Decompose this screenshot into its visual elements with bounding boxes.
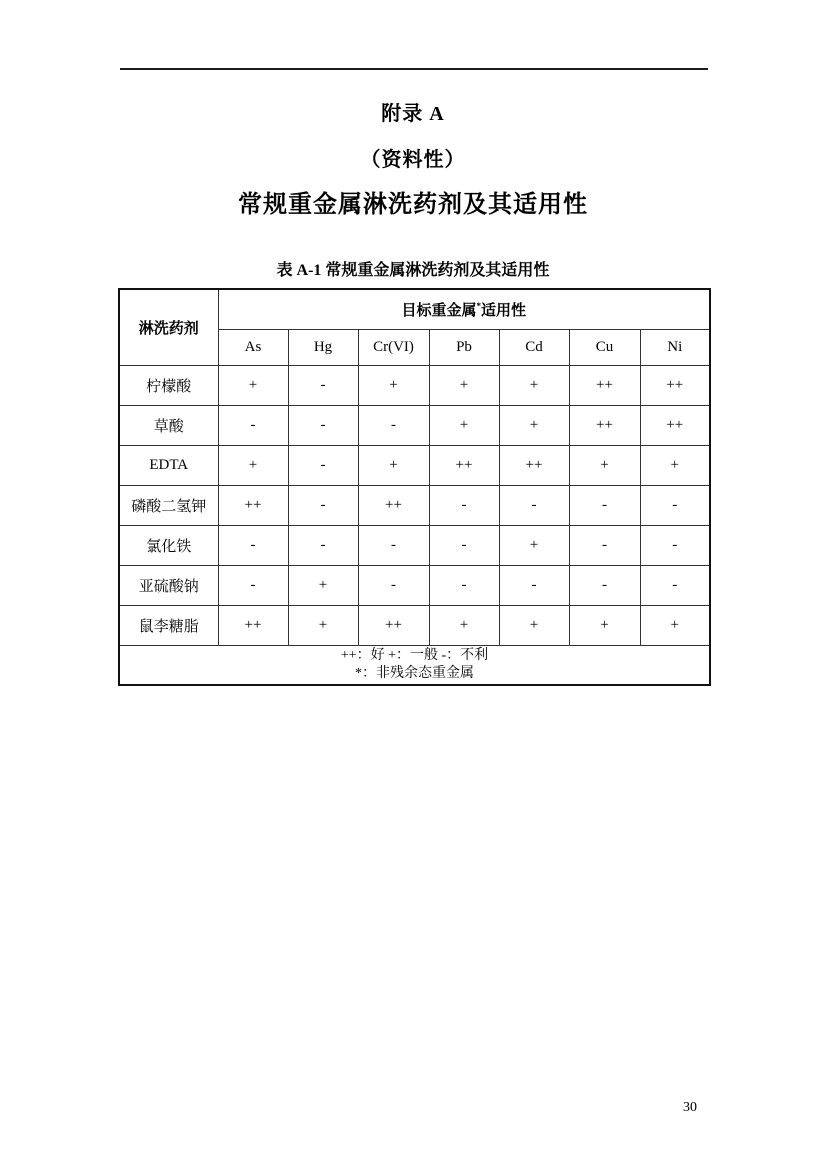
cell-value: - <box>288 405 358 445</box>
cell-value: ++ <box>358 485 429 525</box>
cell-value: + <box>429 605 499 645</box>
table-row <box>119 525 710 565</box>
cell-value: + <box>499 525 569 565</box>
table-row <box>119 485 710 525</box>
appendix-heading: 附录 A <box>381 103 445 125</box>
cell-value: + <box>569 605 640 645</box>
cell-value: ++ <box>218 485 288 525</box>
cell-value: + <box>429 365 499 405</box>
cell-value: - <box>358 405 429 445</box>
cell-value: - <box>288 445 358 485</box>
span-header-text: 目标重金属 <box>401 302 477 319</box>
table-row <box>119 605 710 645</box>
agent-name: 亚硫酸钠 <box>119 565 218 605</box>
table-caption: 表 A-1 常规重金属淋洗药剂及其适用性 <box>276 262 550 279</box>
agent-name: EDTA <box>119 445 218 485</box>
cell-value: - <box>358 525 429 565</box>
cell-value: - <box>499 485 569 525</box>
cell-value: - <box>288 485 358 525</box>
cell-value: - <box>569 525 640 565</box>
cell-value: + <box>640 445 710 485</box>
cell-value: - <box>569 485 640 525</box>
cell-value: + <box>358 445 429 485</box>
cell-value: ++ <box>429 445 499 485</box>
span-header-asterisk: * <box>476 300 482 311</box>
cell-value: + <box>640 605 710 645</box>
col-header-as: As <box>218 329 288 365</box>
col-header-ni: Ni <box>640 329 710 365</box>
cell-value: ++ <box>569 365 640 405</box>
footnote-asterisk: *：非残余态重金属 <box>355 665 475 681</box>
col-header-pb: Pb <box>429 329 499 365</box>
agent-name: 磷酸二氢钾 <box>119 485 218 525</box>
cell-value: - <box>569 565 640 605</box>
page-title: 常规重金属淋洗药剂及其适用性 <box>238 192 588 218</box>
cell-value: ++ <box>640 365 710 405</box>
cell-value: ++ <box>569 405 640 445</box>
cell-value: + <box>288 565 358 605</box>
cell-value: + <box>218 445 288 485</box>
table-row <box>119 365 710 405</box>
cell-value: - <box>499 565 569 605</box>
table-header-row-1 <box>119 289 710 329</box>
page-number: 30 <box>683 1100 697 1115</box>
cell-value: + <box>499 365 569 405</box>
table-row <box>119 565 710 605</box>
cell-value: + <box>429 405 499 445</box>
cell-value: ++ <box>640 405 710 445</box>
header-rule <box>120 68 708 70</box>
cell-value: - <box>429 485 499 525</box>
cell-value: + <box>288 605 358 645</box>
cell-value: ++ <box>218 605 288 645</box>
cell-value: + <box>358 365 429 405</box>
cell-value: ++ <box>358 605 429 645</box>
cell-value: - <box>429 525 499 565</box>
cell-value: - <box>218 525 288 565</box>
col-header-target-metals <box>218 289 710 329</box>
cell-value: - <box>288 525 358 565</box>
agent-name: 草酸 <box>119 405 218 445</box>
table-row <box>119 445 710 485</box>
agent-name: 氯化铁 <box>119 525 218 565</box>
cell-value: + <box>499 405 569 445</box>
span-header-suffix: 适用性 <box>481 302 527 319</box>
col-header-cd: Cd <box>499 329 569 365</box>
cell-value: + <box>499 605 569 645</box>
table-row <box>119 405 710 445</box>
col-header-cu: Cu <box>569 329 640 365</box>
agent-name: 鼠李糖脂 <box>119 605 218 645</box>
applicability-table <box>118 288 711 686</box>
col-header-agent: 淋洗药剂 <box>119 289 218 365</box>
cell-value: - <box>218 405 288 445</box>
cell-value: + <box>569 445 640 485</box>
cell-value: - <box>358 565 429 605</box>
table-footnote-cell <box>119 645 710 685</box>
agent-name: 柠檬酸 <box>119 365 218 405</box>
table-footnote-row <box>119 645 710 685</box>
footnote-legend: ++：好 +：一般 -：不利 <box>340 647 489 663</box>
col-header-hg: Hg <box>288 329 358 365</box>
cell-value: - <box>640 525 710 565</box>
cell-value: - <box>640 565 710 605</box>
cell-value: - <box>218 565 288 605</box>
cell-value: + <box>218 365 288 405</box>
cell-value: - <box>288 365 358 405</box>
cell-value: ++ <box>499 445 569 485</box>
cell-value: - <box>429 565 499 605</box>
col-header-crvi: Cr(VI) <box>358 329 429 365</box>
cell-value: - <box>640 485 710 525</box>
informative-heading: （资料性） <box>360 149 466 171</box>
